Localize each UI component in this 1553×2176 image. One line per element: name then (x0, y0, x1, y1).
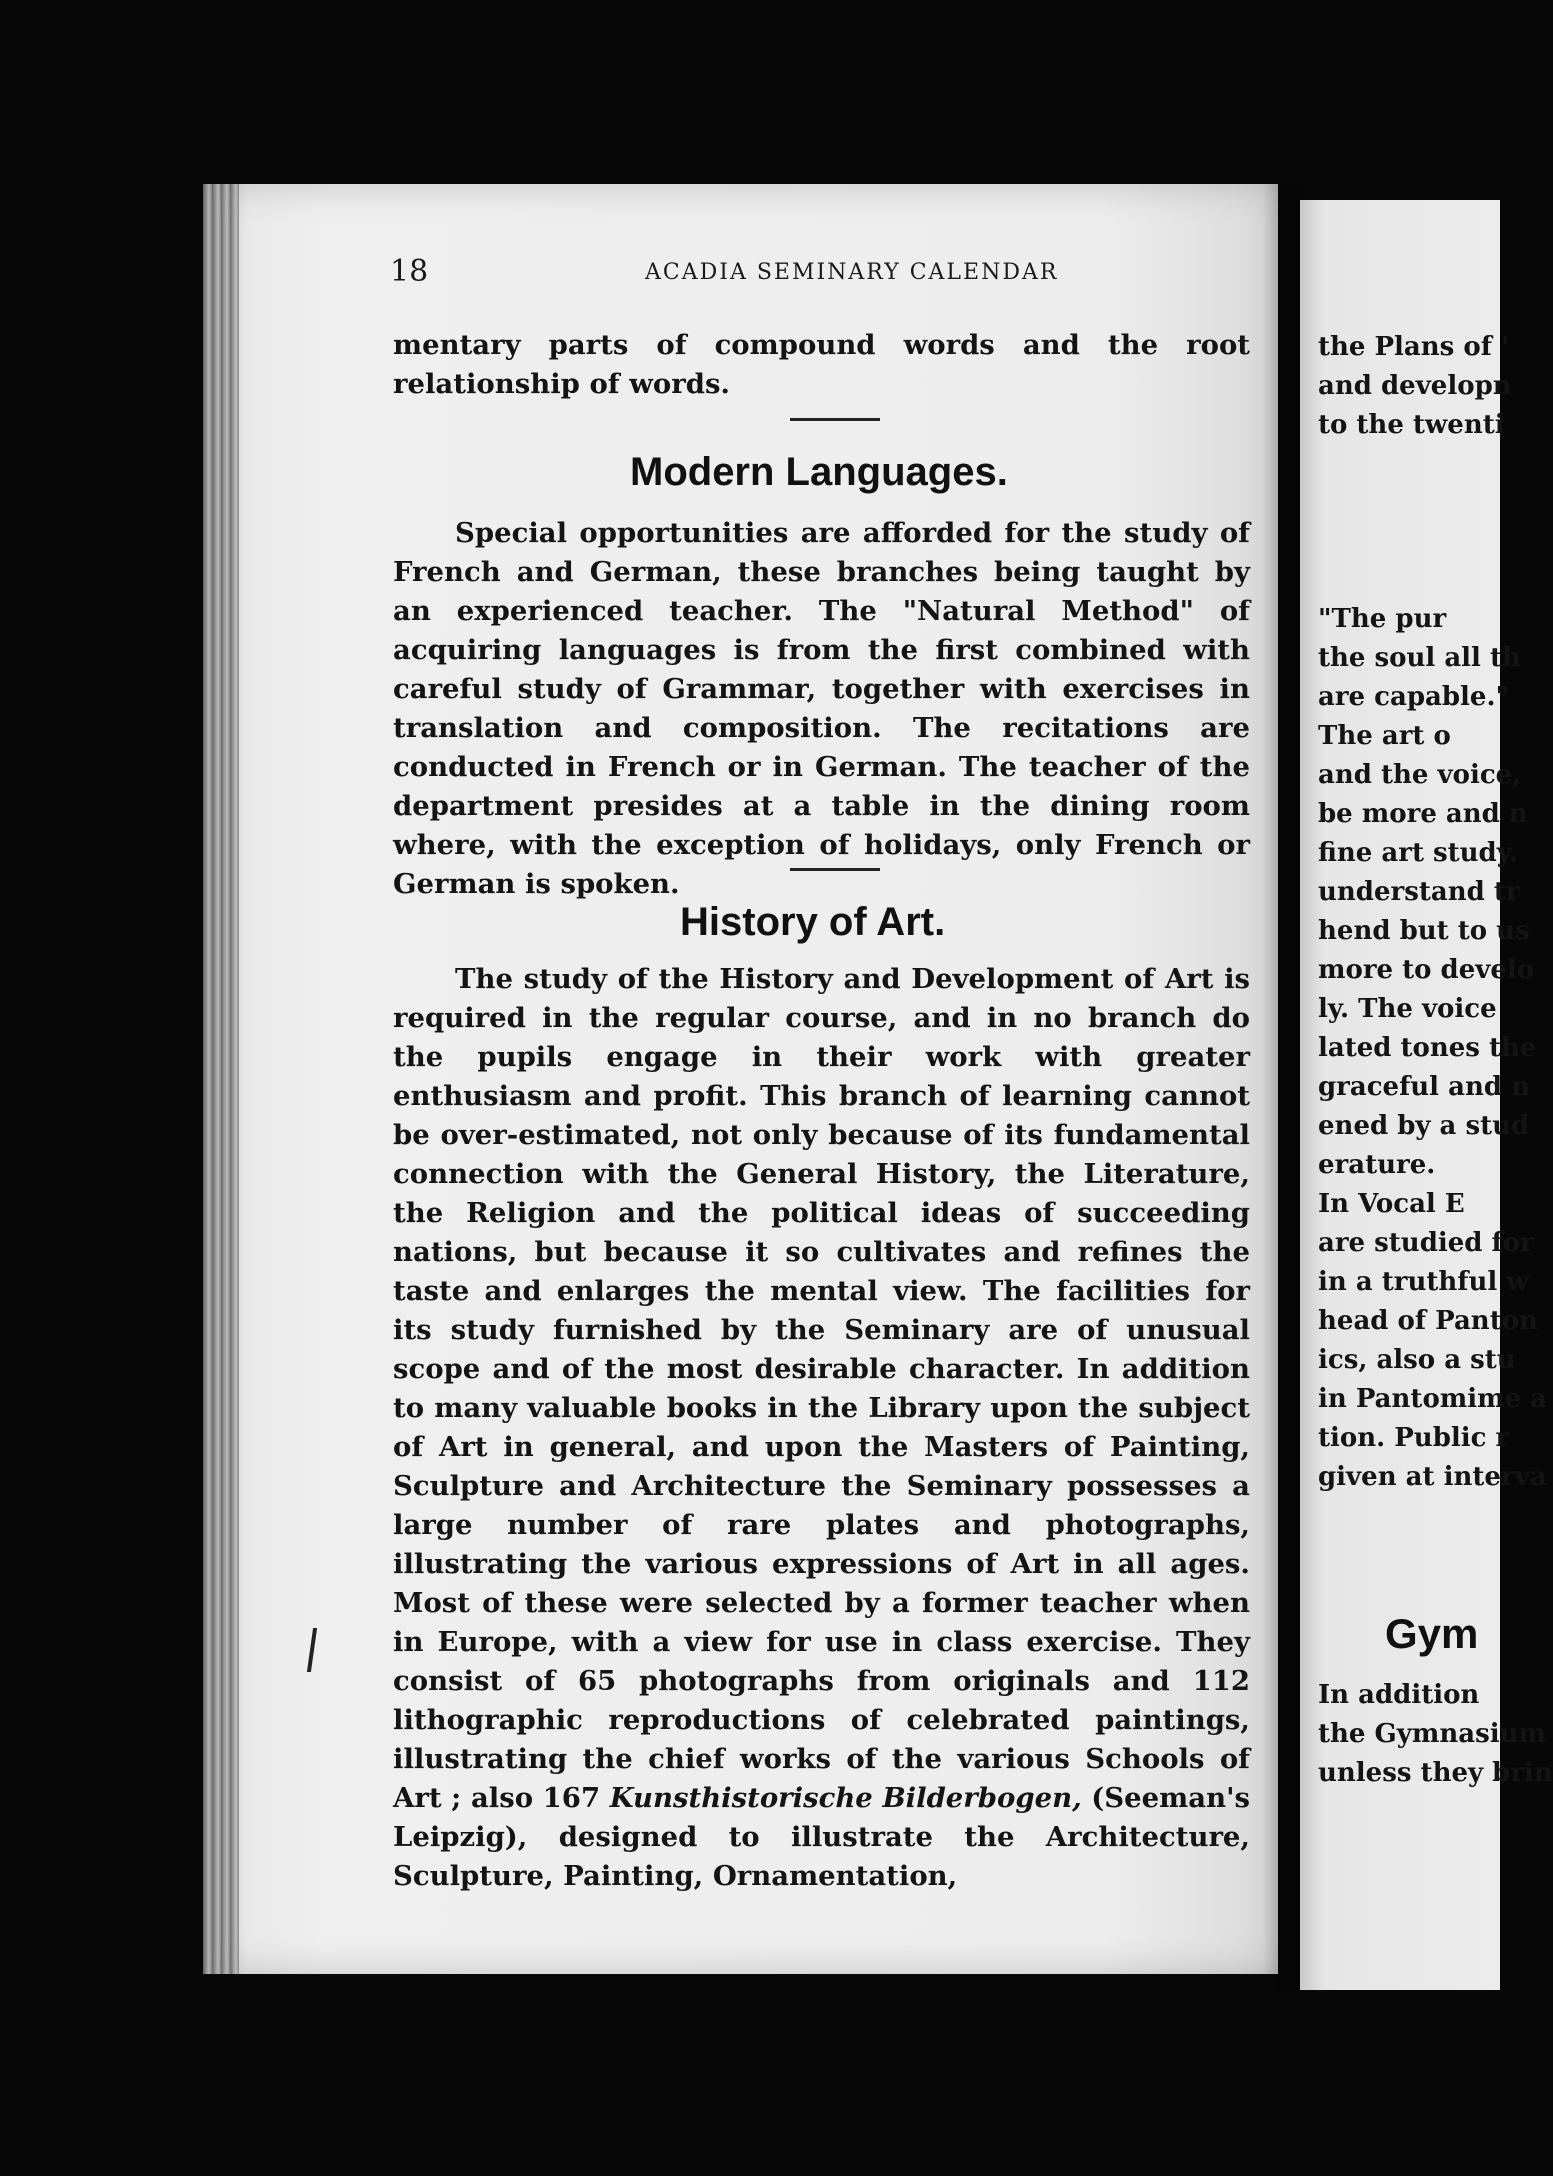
modern-languages-section (393, 514, 1250, 904)
history-of-art-section (393, 960, 1250, 1896)
right-page-line: and the voice, (1318, 760, 1522, 790)
right-page-line: head of Panton (1318, 1306, 1538, 1336)
right-page-line: in Pantomime a (1318, 1384, 1548, 1414)
right-page-heading: Gym (1385, 1610, 1479, 1657)
right-page-line: In addition (1318, 1680, 1480, 1710)
right-page-line: understand tr (1318, 877, 1520, 907)
right-page-line: tion. Public r (1318, 1423, 1510, 1453)
right-page-line: to the twenti (1318, 410, 1505, 440)
right-page-line: hend but to us (1318, 916, 1530, 946)
right-page-bottom-text (1318, 1676, 1553, 1793)
right-page-line: lated tones the (1318, 1033, 1537, 1063)
right-page-line: given at interva (1318, 1462, 1547, 1492)
right-page-line: ics, also a stu (1318, 1345, 1516, 1375)
right-page-line: "The pur (1318, 604, 1447, 634)
right-page-line: In Vocal E (1318, 1189, 1465, 1219)
history-of-art-text: The study of the History and Development of Art is required in the regular course, and in no branch do the pupils engage in their work with greater enthusiasm and profit. This branch of learning cannot be over-estimated, not only because of its fundamental connection with the General History, the Literature, the Religion and the political ideas of succeeding nations, but because it so cultivates and refines the taste and enlarges the mental view. The facilities for its study furnished by the Seminary are of unusual scope and of the most desirable character. In addition to many valuable books in the Library upon the subject of Art in general, and upon the Masters of Painting, Sculpture and Architecture the Seminary possesses a large number of rare plates and photographs, illustrating the various expressions of Art in all ages. Most of these were selected by a former teacher when in Europe, with a view for use in class exercise. They consist of 65 photographs from originals and 112 lithographic reproductions of celebrated paintings, illustrating the chief works of the various Schools of Art ; also 167 (393, 963, 1250, 1814)
right-page-line: the Gymnasium (1318, 1719, 1547, 1749)
right-page-line: The art o (1318, 721, 1451, 751)
right-page-line: fine art study. (1318, 838, 1518, 868)
page-header (390, 254, 1250, 294)
right-page-line: the Plans of ' (1318, 332, 1509, 362)
history-of-art-heading: History of Art. (680, 900, 946, 944)
italic-work-title: Kunsthistorische Bilderbogen, (609, 1782, 1082, 1814)
page-binding (203, 184, 239, 1974)
right-page-line: the soul all th (1318, 643, 1521, 673)
book-gutter (1278, 190, 1300, 1990)
right-page-line: more to develo (1318, 955, 1535, 985)
section-rule (790, 418, 880, 421)
right-page-top-text (1318, 328, 1512, 445)
page-number: 18 (390, 254, 429, 289)
intro-text: mentary parts of compound words and the root relationship of words. (393, 329, 1250, 400)
modern-languages-paragraph: Special opportunities are afforded for the study of French and German, these branches being taught by an experienced teacher. The "Natural Method" of acquiring languages is from the first combined with careful study of Grammar, together with exercises in translation and composition. The recitations are conducted in French or in German. The teacher of the department presides at a table in the dining room where, with the exception of holidays, only French or German is spoken. (393, 517, 1250, 900)
right-page-line: graceful and n (1318, 1072, 1530, 1102)
section-rule (790, 868, 880, 871)
history-of-art-text-end: (Seeman's Leipzig), designed to illustrate the Architecture, Sculpture, Painting, Ornamentation, (393, 1782, 1250, 1892)
right-page-line: be more and n (1318, 799, 1528, 829)
right-page-line: in a truthful w (1318, 1267, 1529, 1297)
intro-paragraph (393, 326, 1250, 404)
right-page-line: and developn (1318, 371, 1512, 401)
right-page-line: erature. (1318, 1150, 1436, 1180)
right-page-line: ly. The voice (1318, 994, 1497, 1024)
right-page-line: ened by a stud (1318, 1111, 1530, 1141)
running-head: ACADIA SEMINARY CALENDAR (645, 260, 1059, 285)
right-page-line: are capable." (1318, 682, 1510, 712)
right-page-line: unless they brin (1318, 1758, 1553, 1788)
history-of-art-paragraph (393, 960, 1250, 1896)
right-page-middle-text (1318, 600, 1548, 1497)
modern-languages-heading: Modern Languages. (630, 450, 1008, 494)
right-page-line: are studied for (1318, 1228, 1534, 1258)
